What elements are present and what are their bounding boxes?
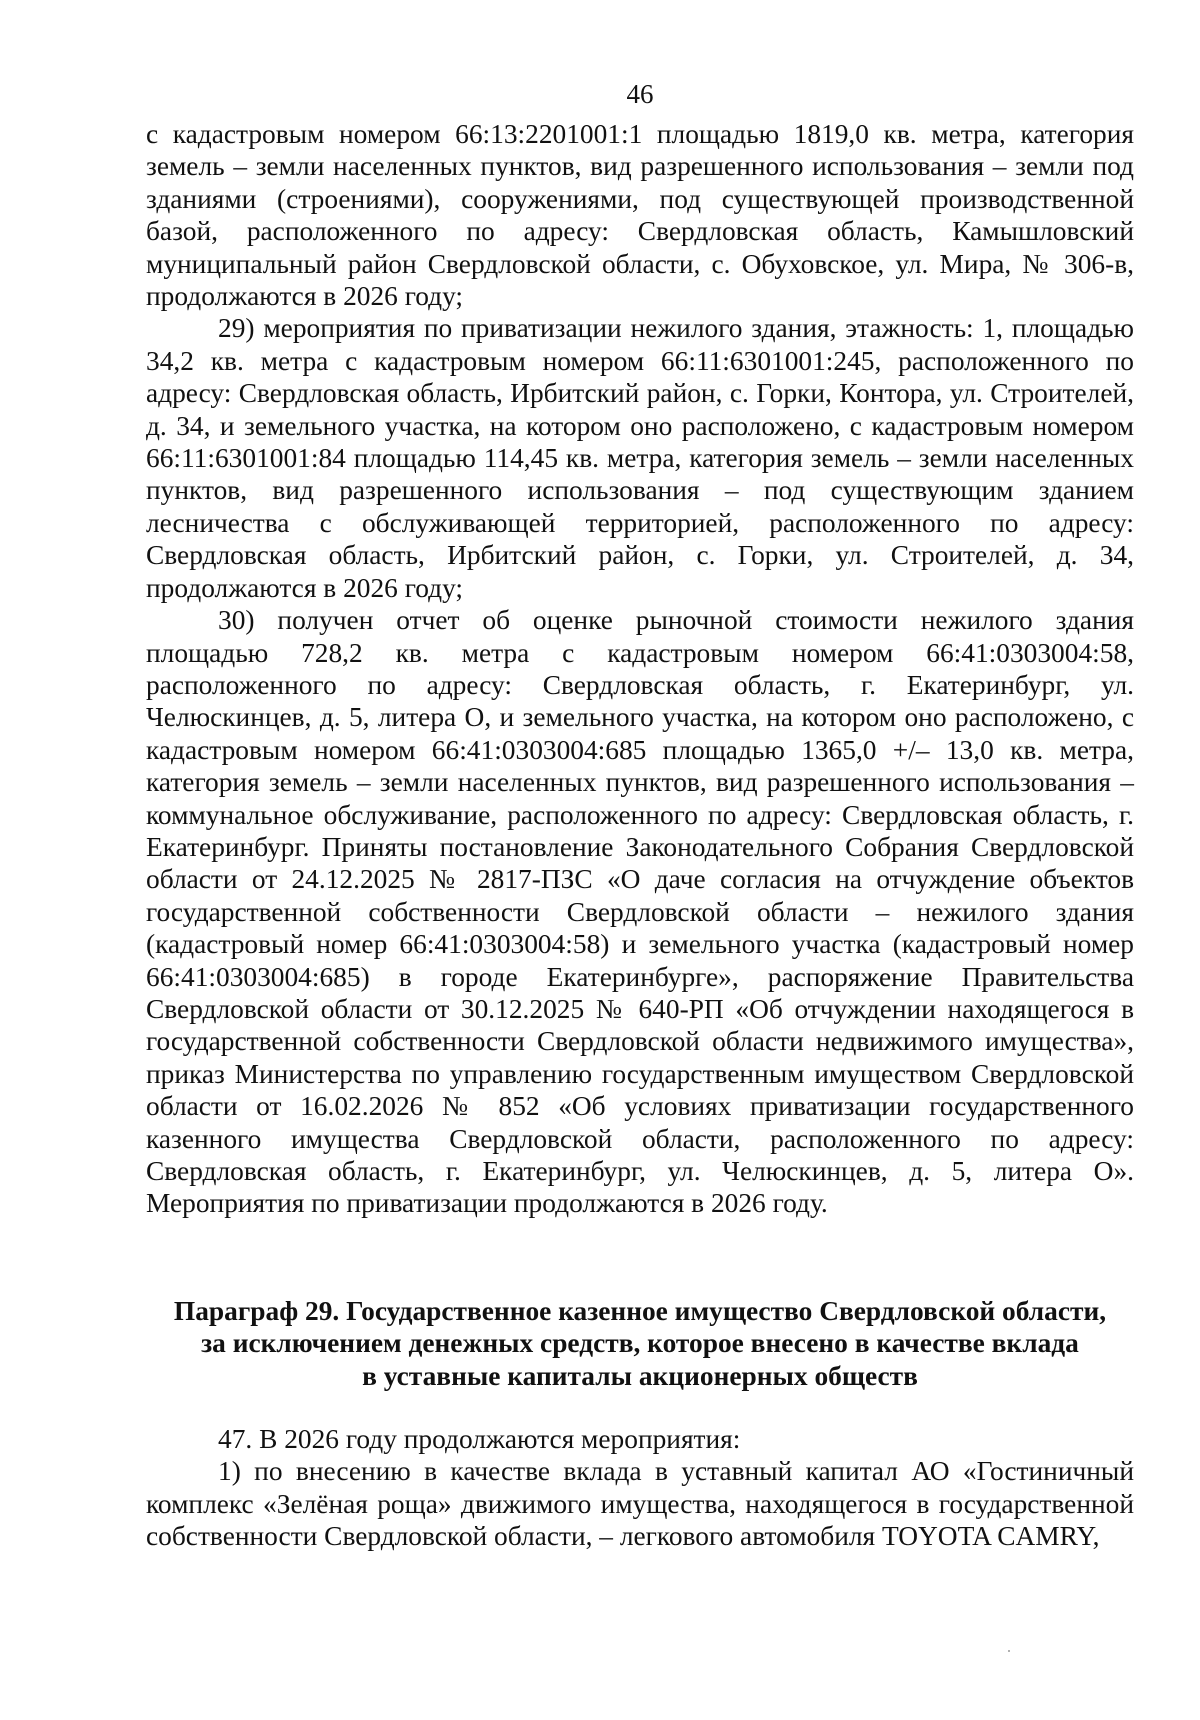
clause-47 xyxy=(146,1423,1134,1553)
paragraph-item-30: 30) получен отчет об оценке рыночной стоимости нежилого здания площадью 728,2 кв. метра с кадастровым номером 66:41:0303004:58, расположенного по адресу: Свердловская область, г. Екатеринбург, ул. Челюскинцев, д. 5, литера О, и земельного участка, на котором оно расположено, с кадастровым номером 66:41:0303004:685 площадью 1365,0 +/– 13,0 кв. метра, категория земель – земли населенных пунктов, вид разрешенного использования – коммунальное обслуживание, расположенного по адресу: Свердловская область, г. Екатеринбург. Приняты постановление Законодательного Собрания Свердловской области от 24.12.2025 № 2817-ПЗС «О даче согласия на отчуждение объектов государственной собственности Свердловской области – нежилого здания (кадастровый номер 66:41:0303004:58) и земельного участка (кадастровый номер 66:41:0303004:685) в городе Екатеринбурге», распоряжение Правительства Свердловской области от 30.12.2025 № 640-РП «Об отчуждении находящегося в государственной собственности Свердловской области недвижимого имущества», приказ Министерства по управлению государственным имуществом Свердловской области от 16.02.2026 № 852 «Об условиях приватизации государственного казенного имущества Свердловской области, расположенного по адресу: Свердловская область, г. Екатеринбург, ул. Челюскинцев, д. 5, литера О». Мероприятия по приватизации продолжаются в 2026 году. xyxy=(146,605,1134,1219)
clause-item-1: 1) по внесению в качестве вклада в уставный капитал АО «Гостиничный комплекс «Зелёная роща» движимого имущества, находящегося в государственной собственности Свердловской области, – легкового автомобиля TOYOTA CAMRY, xyxy=(146,1456,1134,1552)
scan-speck xyxy=(1008,1650,1010,1652)
paragraph-item-29: 29) мероприятия по приватизации нежилого здания, этажность: 1, площадью 34,2 кв. метра с кадастровым номером 66:11:6301001:245, расположенного по адресу: Свердловская область, Ирбитский район, с. Горки, Контора, ул. Строителей, д. 34, и земельного участка, на котором оно расположено, с кадастровым номером 66:11:6301001:84 площадью 114,45 кв. метра, категория земель – земли населенных пунктов, вид разрешенного использования – под существующим зданием лесничества с обслуживающей территорией, расположенного по адресу: Свердловская область, Ирбитский район, с. Горки, ул. Строителей, д. 34, продолжаются в 2026 году; xyxy=(146,313,1134,603)
section-heading-line-2: за исключением денежных средств, которое внесено в качестве вклада xyxy=(201,1328,1079,1359)
document-body xyxy=(146,118,1134,1220)
page-number: 46 xyxy=(626,79,654,109)
section-heading xyxy=(146,1295,1134,1392)
clause-intro: 47. В 2026 году продолжаются мероприятия: xyxy=(218,1424,741,1454)
section-heading-line-3: в уставные капиталы акционерных обществ xyxy=(362,1360,918,1391)
section-heading-line-1: Параграф 29. Государственное казенное имущество Свердловской области, xyxy=(173,1296,1107,1326)
paragraph-continuation: с кадастровым номером 66:13:2201001:1 площадью 1819,0 кв. метра, категория земель – земли населенных пунктов, вид разрешенного использования – земли под зданиями (строениями), сооружениями, под существующей производственной базой, расположенного по адресу: Свердловская область, Камышловский муниципальный район Свердловской области, с. Обуховское, ул. Мира, № 306-в, продолжаются в 2026 году; xyxy=(146,119,1134,312)
